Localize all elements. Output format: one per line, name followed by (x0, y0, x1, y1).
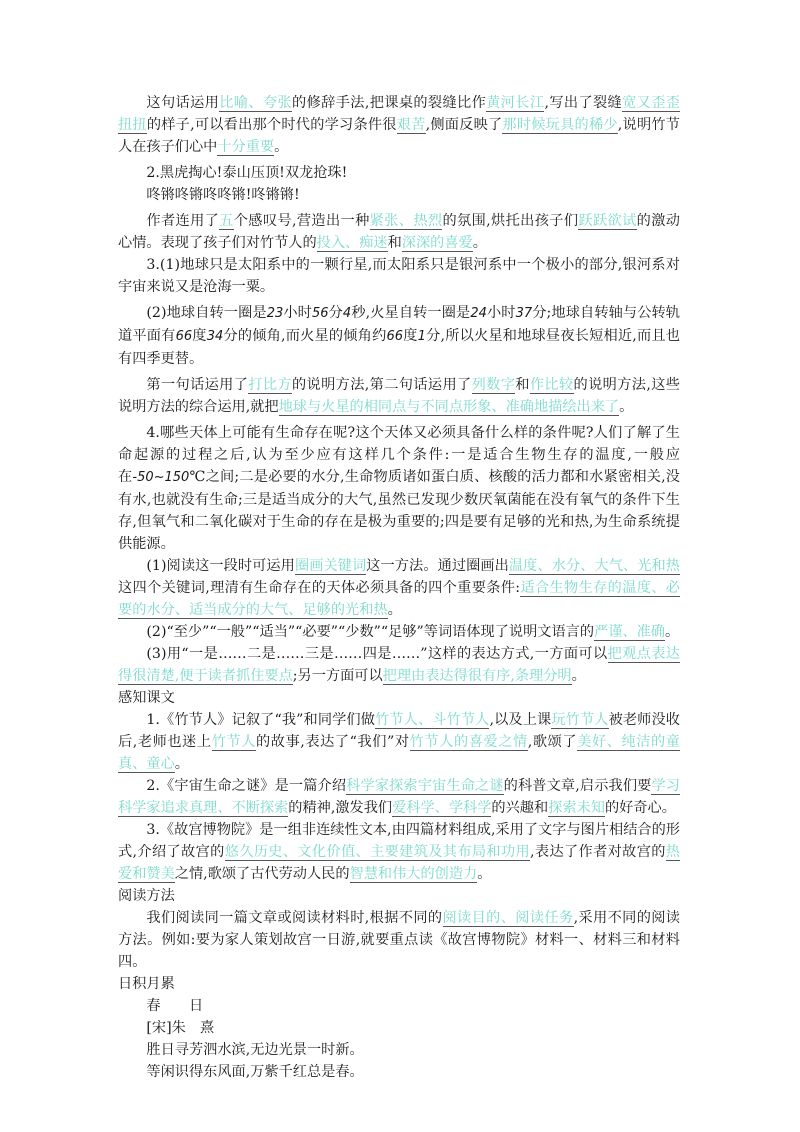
poem-title: 春 日 (146, 998, 204, 1014)
answer-blank: 玩竹节人 (551, 712, 609, 728)
paragraph-exclamation-analysis (118, 210, 680, 254)
answer-blank: 温度、水分、大气、光和热 (508, 558, 680, 574)
text: 。 (477, 866, 492, 882)
answer-blank: 科学家探索宇宙生命之谜 (346, 778, 504, 794)
document-page (118, 92, 680, 1083)
answer-blank: 深深的喜爱 (401, 235, 473, 251)
answer-blank: 比喻、夸张 (219, 95, 293, 111)
text: (1)阅读这一段时可运用 (146, 558, 295, 574)
answer-blank: 把理由表达得很有序,条理分明 (382, 668, 572, 684)
answer-blank: 美好、纯洁的童真、童心 (118, 734, 680, 772)
text: 我们阅读同一篇文章或阅读材料时,根据不同的 (146, 910, 443, 926)
answer-blank: 投入、痴迷 (316, 235, 388, 251)
text: 被老师没收后,老师也迷上 (118, 712, 680, 750)
text: 分,所以火星和地球昼夜长短相近,而且也有四季更替。 (118, 328, 680, 367)
answer-blank: 学习科学家追求真理、不断探索 (118, 778, 680, 816)
number: 23 (266, 306, 284, 321)
answer-blank: 竹节人的喜爱之情 (409, 734, 528, 750)
paragraph-rhetoric-analysis (118, 92, 680, 158)
answer-blank: 探索未知 (548, 800, 605, 816)
text: 4.哪些天体上可能有生命存在呢?这个天体又必须具备什么样的条件呢?人们了解了生命起源的过程之后,认为至少应有这样几个条件:一是适合生物生存的温度,一般应在 (118, 425, 680, 485)
text: 3.《故宫博物院》是一组非连续性文本,由四篇材料组成,采用了文字与图片相结合的形式,介绍了故宫的 (118, 822, 680, 860)
answer-blank: 适合生物生存的温度、必要的水分、适当成分的大气、足够的光和热 (118, 580, 680, 618)
answer-blank: 黄河长江 (486, 95, 545, 111)
answer-blank: 竹节人、斗竹节人 (375, 712, 490, 728)
text: 分的倾角,而火星的倾角约 (223, 328, 387, 344)
text: ,表达了作者对故宫的 (530, 844, 666, 860)
answer-blank: 那时候玩具的稀少 (502, 117, 618, 133)
question-4-passage (118, 422, 680, 555)
text: ,侧面反映了 (425, 117, 503, 133)
text: 度 (403, 328, 418, 344)
number: 66 (386, 329, 404, 344)
text: 之情,歌颂了古代劳动人民的 (174, 866, 350, 882)
text: 的好奇心。 (604, 800, 676, 816)
text: 的说明方法,第二句话运用了 (292, 377, 472, 393)
text: 和 (515, 377, 530, 393)
text: 分;地球自转轴与公转轨道平面有 (118, 305, 680, 344)
text: 的兴趣和 (491, 800, 549, 816)
text: 分 (328, 305, 343, 321)
text: ;另一方面可以 (292, 668, 383, 684)
text: 个感叹号,营造出一种 (233, 213, 370, 229)
section-heading-yuedu: 阅读方法 (118, 888, 175, 904)
text: 的精神,激发我们 (288, 800, 393, 816)
text: 1.《竹节人》记叙了“我”和同学们做 (146, 712, 376, 728)
text: 。 (664, 624, 680, 640)
question-3-analysis (118, 374, 680, 418)
text: 这四个关键词,理清有生命存在的天体必须具备的四个重要条件: (118, 580, 521, 596)
answer-blank: 五 (219, 213, 234, 229)
answer-blank: 宽又歪歪扭扭 (118, 95, 680, 133)
number: 56 (311, 306, 329, 321)
number: 1 (417, 329, 426, 344)
section-heading-riji: 日积月累 (118, 976, 175, 992)
question-4-answer-1 (118, 555, 680, 621)
question-3-part-2 (118, 302, 680, 370)
text: 。 (174, 756, 189, 772)
question-4-answer-2 (118, 621, 680, 643)
question-3-part-1: 3.(1)地球只是太阳系中的一颗行星,而太阳系只是银河系中一个极小的部分,银河系对宇宙来说又是沧海一粟。 (118, 257, 680, 295)
ganzhi-item-2 (118, 775, 680, 819)
text: ,以及上课 (489, 712, 552, 728)
number: 37 (515, 306, 533, 321)
text: 的样子,可以看出那个时代的学习条件很 (146, 117, 397, 133)
answer-blank: 智慧和伟大的创造力 (349, 866, 478, 882)
answer-blank: 列数字 (471, 377, 516, 393)
text: 的修辞手法,把课桌的裂缝比作 (292, 95, 487, 111)
text: ,写出了裂缝 (544, 95, 623, 111)
answer-blank: 十分重要 (217, 139, 275, 155)
text: 这一方法。通过圈画出 (366, 558, 509, 574)
answer-blank: 圈画关键词 (294, 558, 367, 574)
text: 2.《宇宙生命之谜》是一篇介绍 (146, 778, 347, 794)
text: 。 (619, 399, 634, 415)
text: ,歌颂了 (527, 734, 578, 750)
text: 的故事,表达了“我们”对 (256, 734, 410, 750)
number: 34 (206, 329, 224, 344)
answer-blank: 打比方 (248, 377, 292, 393)
text: 这句话运用 (146, 95, 220, 111)
text: 。 (387, 602, 402, 618)
answer-blank: 跃跃欲试 (578, 213, 637, 229)
text: 的科普文章,启示我们要 (503, 778, 652, 794)
text: 小时 (283, 305, 312, 321)
text: (2)地球自转一圈是 (146, 305, 267, 321)
text: 。 (274, 139, 289, 155)
text: 第一句话运用了 (146, 377, 249, 393)
answer-blank: 作比较 (529, 377, 574, 393)
text: 的激动心情。表现了孩子们对竹节人的 (118, 213, 680, 251)
yuedu-paragraph (118, 907, 680, 973)
answer-blank: 严谨、准确 (594, 624, 665, 640)
number: 4 (342, 306, 352, 321)
question-4-answer-3 (118, 643, 680, 687)
text: 度 (192, 328, 207, 344)
poem-author: [宋]朱 熹 (146, 1020, 215, 1036)
text: 的说明方法,这些说明方法的综合运用,就把 (118, 377, 680, 415)
answer-blank: 爱科学、学科学 (392, 800, 492, 816)
answer-blank: 艰苦 (396, 117, 426, 133)
text: 作者连用了 (146, 213, 220, 229)
number: -50~150 (132, 470, 190, 485)
text: 。 (472, 235, 487, 251)
text: (3)用“一是……二是……三是……四是……”这样的表达方式,一方面可以 (146, 646, 608, 662)
answer-blank: 紧张、热烈 (369, 213, 443, 229)
text: 小时 (486, 305, 516, 321)
answer-blank: 把观点表达得很清楚,便于读者抓住要点 (118, 646, 680, 684)
question-2-sound: 咚锵咚锵咚咚锵!咚锵锵! (146, 187, 300, 203)
answer-blank: 热爱和赞美 (118, 844, 680, 882)
answer-blank: 竹节人 (211, 734, 256, 750)
answer-blank: 阅读目的、阅读任务 (442, 910, 574, 926)
text: 秒,火星自转一圈是 (351, 305, 471, 321)
poem-line-1: 胜日寻芳泗水滨,无边光景一时新。 (146, 1042, 364, 1058)
text: (2)“至少”“一般”“适当”“必要”“少数”“足够”等词语体现了说明文语言的 (146, 624, 595, 640)
ganzhi-item-1 (118, 709, 680, 775)
poem-line-2: 等闲识得东风面,万紫千红总是春。 (146, 1064, 364, 1080)
number: 66 (175, 329, 193, 344)
answer-blank: 悠久历史、文化价值、主要建筑及其布局和功用 (224, 844, 531, 860)
text: ℃之间;二是必要的水分,生命物质诸如蛋白质、核酸的活力都和水紧密相关,没有水,也就没有生命;三是适当成分的大气,虽然已发现少数厌氧菌能在没有氧气的条件下生存,但氧气和二氧化碳对于生命的存在是极为重要的;四是要有足够的光和热,为生命系统提供能源。 (118, 469, 680, 552)
number: 24 (470, 306, 487, 321)
ganzhi-item-3 (118, 819, 680, 885)
section-heading-ganzhi: 感知课文 (118, 690, 175, 706)
text: ,说明竹节人在孩子们心中 (118, 117, 680, 155)
text: 的氛围,烘托出孩子们 (442, 213, 579, 229)
text: ,采用不同的阅读方法。例如:要为家人策划故宫一日游,就要重点读《故宫博物院》材料一、材料三和材料四。 (118, 910, 680, 970)
question-2-quote: 2.黑虎掏心!泰山压顶!双龙抢珠! (146, 165, 348, 181)
text: 。 (571, 668, 586, 684)
text: 和 (387, 235, 402, 251)
answer-blank: 地球与火星的相同点与不同点形象、准确地描绘出来了 (278, 399, 620, 415)
